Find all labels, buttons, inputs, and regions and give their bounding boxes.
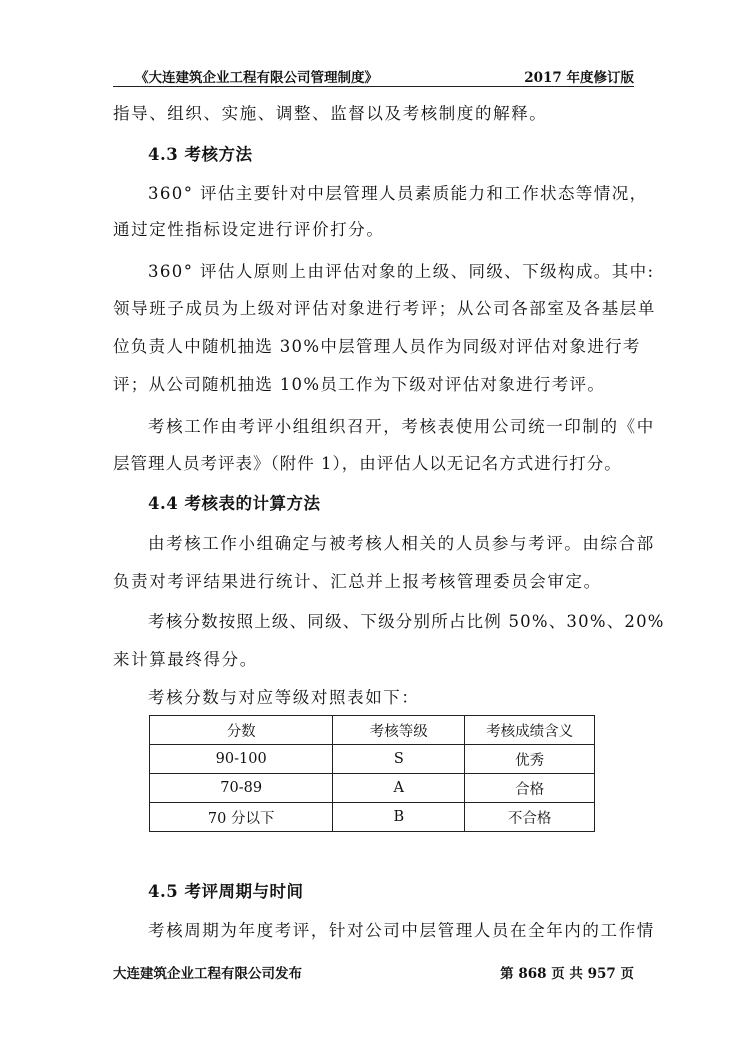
table-row (150, 774, 595, 803)
body-line: 考核分数与对应等级对照表如下： (148, 688, 420, 707)
column-header-score: 分数 (150, 716, 333, 745)
score-cell: 70 分以下 (150, 803, 333, 832)
body-line: 考核周期为年度考评，针对公司中层管理人员在全年内的工作情 (148, 921, 655, 940)
meaning-cell: 优秀 (465, 745, 595, 774)
grade-cell: A (333, 774, 465, 803)
document-title: 《大连建筑企业工程有限公司管理制度》 (135, 70, 378, 86)
grade-cell: B (333, 803, 465, 832)
section-heading-4-3: 4.3 考核方法 (148, 145, 253, 164)
page-header (113, 64, 634, 87)
body-line: 360° 评估人原则上由评估对象的上级、同级、下级构成。其中: (148, 262, 655, 281)
edition-label: 2017 年度修订版 (524, 70, 634, 86)
body-line: 来计算最终得分。 (113, 650, 258, 669)
body-line: 通过定性指标设定进行评价打分。 (113, 220, 385, 239)
body-line: 考核分数按照上级、同级、下级分别所占比例 50%、30%、20% (148, 612, 665, 631)
score-cell: 70-89 (150, 774, 333, 803)
table-row (150, 745, 595, 774)
table-header-row (150, 716, 595, 745)
page-number: 第 868 页 共 957 页 (500, 966, 634, 982)
body-line: 位负责人中随机抽选 30%中层管理人员作为同级对评估对象进行考 (113, 337, 641, 356)
column-header-grade: 考核等级 (333, 716, 465, 745)
body-line: 评；从公司随机抽选 10%员工作为下级对评估对象进行考评。 (113, 375, 606, 394)
body-line: 指导、组织、实施、调整、监督以及考核制度的解释。 (113, 104, 548, 123)
body-line: 由考核工作小组确定与被考核人相关的人员参与考评。由综合部 (148, 534, 655, 553)
grade-cell: S (333, 745, 465, 774)
body-line: 负责对考评结果进行统计、汇总并上报考核管理委员会审定。 (113, 572, 602, 591)
grade-table (149, 715, 595, 832)
table-row (150, 803, 595, 832)
column-header-meaning: 考核成绩含义 (465, 716, 595, 745)
publisher-label: 大连建筑企业工程有限公司发布 (113, 966, 302, 982)
body-line: 考核工作由考评小组组织召开，考核表使用公司统一印制的《中 (148, 417, 655, 436)
score-cell: 90-100 (150, 745, 333, 774)
body-line: 领导班子成员为上级对评估对象进行考评；从公司各部室及各基层单 (113, 299, 656, 318)
section-heading-4-4: 4.4 考核表的计算方法 (148, 494, 321, 513)
body-line: 360° 评估主要针对中层管理人员素质能力和工作状态等情况， (148, 184, 648, 203)
section-heading-4-5: 4.5 考评周期与时间 (148, 882, 304, 901)
body-line: 层管理人员考评表》（附件 1），由评估人以无记名方式进行打分。 (113, 454, 622, 473)
meaning-cell: 不合格 (465, 803, 595, 832)
meaning-cell: 合格 (465, 774, 595, 803)
